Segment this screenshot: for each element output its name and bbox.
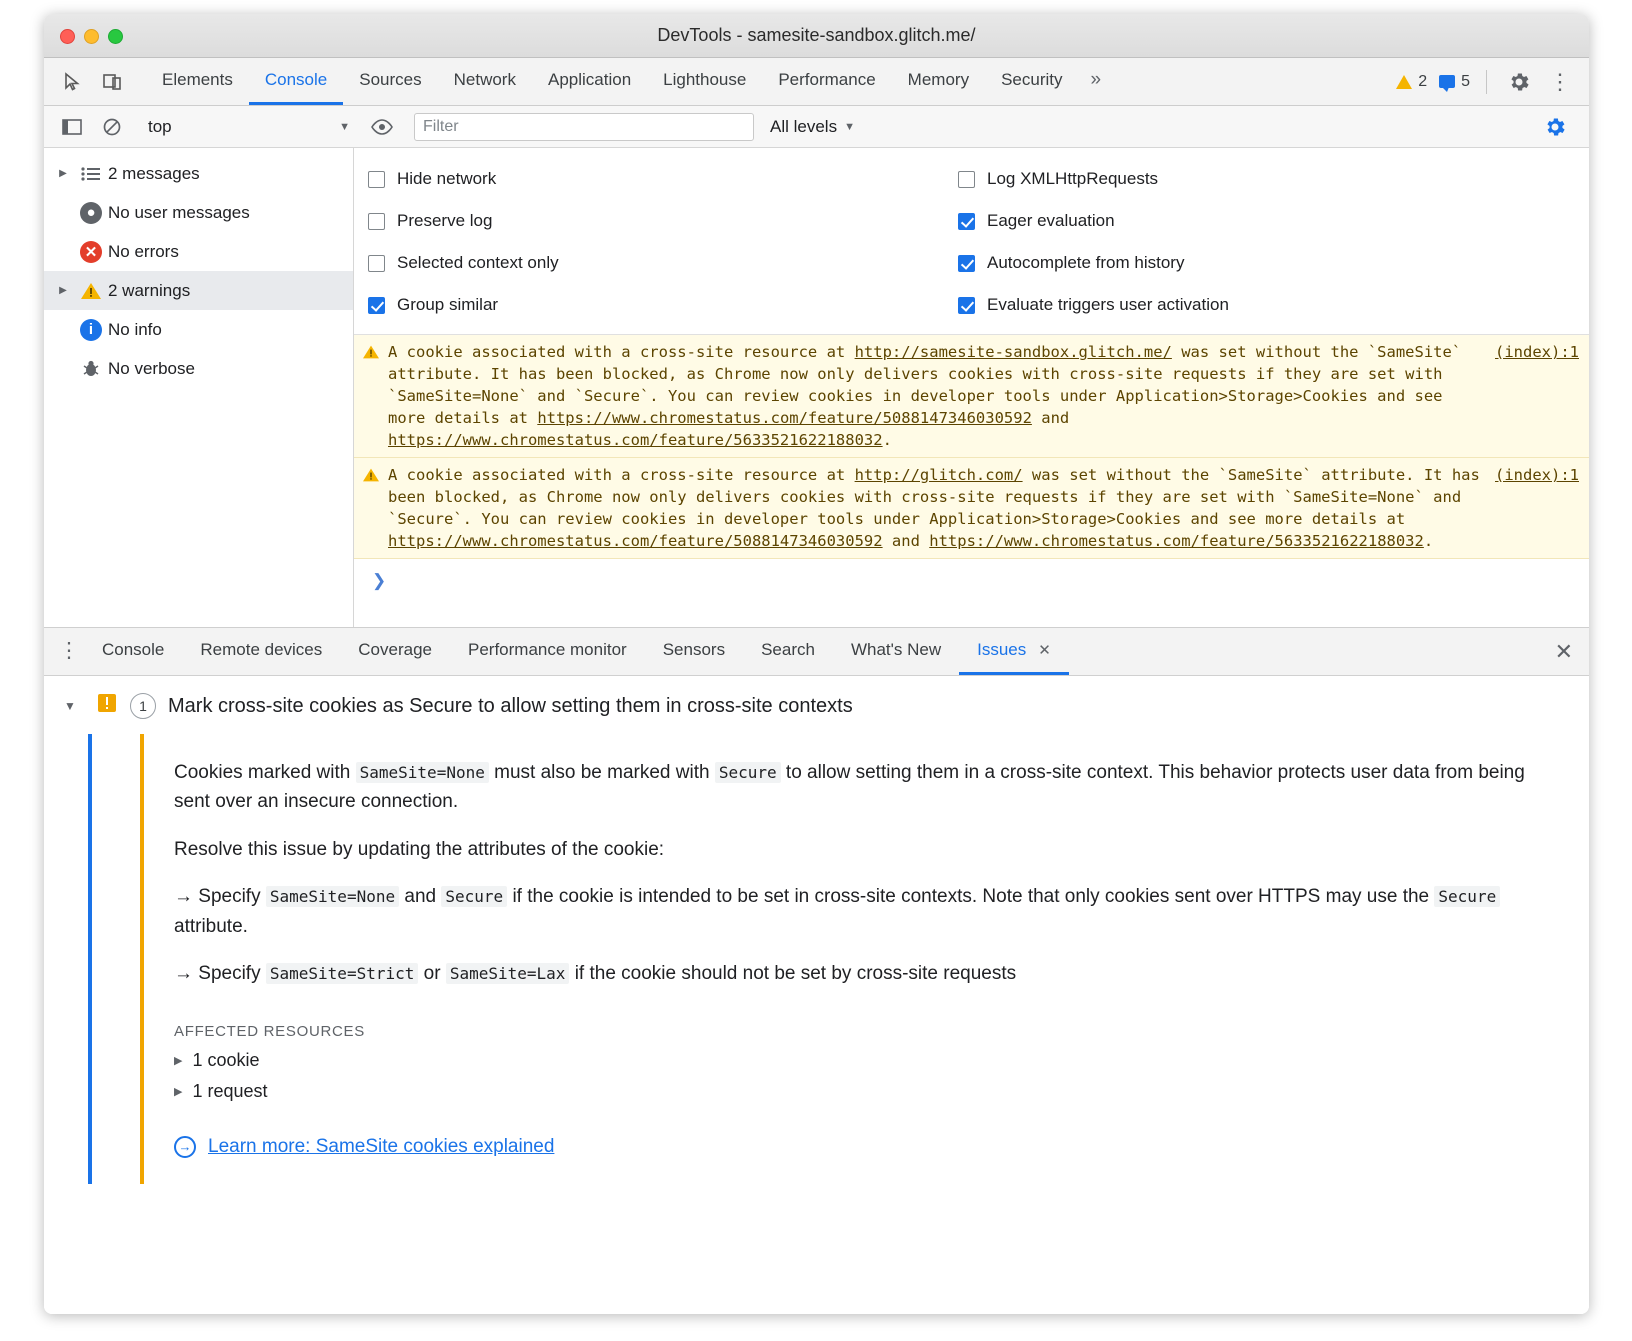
setting-evaluate-triggers-user-activation[interactable] [958,284,1589,326]
sidebar-item-warnings[interactable] [44,271,353,310]
devtools-window [44,14,1589,1314]
sidebar-item-label: No errors [108,241,179,261]
console-message-link[interactable]: http://glitch.com/ [854,466,1023,484]
affected-resource-label: 1 cookie [192,1049,260,1070]
sidebar-item-label: 2 warnings [108,280,191,300]
inline-code: Secure [715,762,781,783]
close-drawer-icon[interactable]: ✕ [1554,638,1573,664]
console-message-source[interactable]: (index):1 [1495,466,1579,484]
console-main [354,148,1589,627]
chevron-down-icon: ▼ [844,120,855,133]
issue-paragraph-1: Cookies marked with SameSite=None must also be marked with Secure to allow setting them in a cross-site context. This behavior protects user data from being sent over an insecure connection. [174,762,1525,813]
filter-input[interactable] [414,113,754,141]
checkbox[interactable] [368,171,385,188]
checkbox[interactable] [958,213,975,230]
drawer-tab-label: Issues [977,640,1027,659]
affected-resources-title: AFFECTED RESOURCES [174,1022,365,1040]
panel-toggle-icon[interactable] [56,111,88,143]
filter-placeholder: Filter [423,117,459,135]
gear-icon[interactable] [1539,111,1571,143]
sidebar-item-messages[interactable] [44,154,353,193]
tab-network[interactable]: Network [453,70,516,89]
verbose-icon [74,360,108,378]
sidebar-item-label: No verbose [108,358,195,378]
checkbox[interactable] [958,297,975,314]
sidebar-item-user-messages[interactable] [44,193,353,232]
setting-label: Autocomplete from history [987,253,1185,272]
message-counter[interactable] [1435,73,1474,91]
issue-header[interactable] [44,676,1589,734]
console-settings-pane [354,148,1589,335]
inline-code: SameSite=None [266,886,399,907]
console-warning-message[interactable] [354,458,1589,559]
checkbox[interactable] [958,255,975,272]
setting-label: Hide network [397,169,497,188]
clear-console-icon[interactable] [96,111,128,143]
drawer-tab-remote-devices[interactable]: Remote devices [200,640,323,659]
issues-panel [44,676,1589,1314]
console-sidebar [44,148,354,627]
setting-label: Eager evaluation [987,211,1115,230]
setting-group-similar[interactable] [368,284,958,326]
console-log-area [354,335,1589,627]
checkbox[interactable] [368,255,385,272]
warning-counter-value: 2 [1418,72,1428,90]
drawer-tab-performance-monitor[interactable]: Performance monitor [467,640,627,659]
sidebar-item-info[interactable] [44,310,353,349]
console-message-text: A cookie associated with a cross-site resource at http://samesite-sandbox.glitch.me/ was set without the `SameSite` attribute. It has been blocked, as Chrome now only delivers cookies with cross-site requests if they are set with `SameSite=None` and `Secure`. You can review cookies in developer tools under Application>Storage>Cookies and see more details at https://www.chromestatus.com/feature/5088147346030592 and https://www.chromestatus.com/feature/5633521622188032. [388,343,1462,449]
message-counter-value: 5 [1461,72,1470,90]
setting-autocomplete-from-history[interactable] [958,242,1589,284]
issue-paragraph-2: Resolve this issue by updating the attributes of the cookie: [174,838,665,860]
message-bubble-icon [1439,75,1455,88]
live-expression-icon[interactable] [366,111,398,143]
drawer-tab-whats-new[interactable]: What's New [850,640,942,659]
info-icon: i [74,319,108,341]
checkbox[interactable] [368,297,385,314]
panel-tabs [146,58,1113,105]
kebab-menu-icon[interactable]: ⋮ [1549,68,1571,94]
kebab-menu-icon[interactable]: ⋮ [58,639,80,663]
learn-more-row[interactable] [174,1136,1540,1158]
console-prompt[interactable] [354,559,1589,603]
console-message-source[interactable]: (index):1 [1495,343,1579,361]
issue-flag-icon [96,692,118,720]
tab-console[interactable]: Console [249,58,343,105]
sidebar-item-label: 2 messages [108,163,200,183]
drawer-tab-coverage[interactable]: Coverage [358,640,432,659]
console-toolbar [44,106,1589,148]
chevron-right-icon[interactable]: ▶ [59,285,67,296]
warning-icon [362,341,388,451]
inline-code: SameSite=None [356,762,489,783]
chevron-right-icon[interactable]: ▶ [174,1085,183,1098]
warning-triangle-icon [1396,75,1412,89]
drawer-tab-sensors[interactable]: Sensors [662,640,726,659]
inline-code: Secure [1434,886,1500,907]
log-level-select[interactable] [770,117,855,137]
inline-code: SameSite=Lax [446,963,570,984]
error-icon: ✕ [74,241,108,263]
chevron-down-icon: ▼ [339,120,350,133]
issue-content [140,734,1540,1184]
setting-label: Selected context only [397,253,559,272]
drawer-tab-bar [44,628,1589,676]
execution-context-value: top [148,116,172,136]
warning-counter[interactable] [1392,73,1431,91]
warning-icon [362,464,388,552]
setting-preserve-log[interactable] [368,200,958,242]
inspect-element-icon[interactable] [55,65,89,99]
setting-label: Preserve log [397,211,493,230]
toolbar-divider [1486,70,1487,94]
prompt-chevron-icon: ❯ [372,571,387,590]
issue-title: Mark cross-site cookies as Secure to allow setting them in cross-site contexts [168,694,853,717]
checkbox[interactable] [958,171,975,188]
drawer-tab-console[interactable]: Console [102,640,165,659]
maximize-window-button[interactable] [108,29,123,44]
tab-elements[interactable]: Elements [162,70,233,89]
setting-hide-network[interactable] [368,158,958,200]
issue-body [88,734,1589,1184]
console-message-link[interactable]: https://www.chromestatus.com/feature/5633521622188032 [929,532,1424,550]
inline-code: Secure [441,886,507,907]
tab-sources[interactable]: Sources [359,70,422,89]
affected-resource-cookie[interactable] [174,1050,1540,1071]
more-tabs-icon[interactable]: » [1090,69,1102,90]
affected-resource-label: 1 request [192,1080,268,1101]
affected-resource-request[interactable] [174,1081,1540,1102]
user-icon: ● [74,202,108,224]
log-level-value: All levels [770,116,838,136]
tab-application[interactable]: Application [547,70,632,89]
setting-selected-context-only[interactable] [368,242,958,284]
warning-icon [74,281,108,301]
setting-log-xmlhttprequests[interactable] [958,158,1589,200]
issue-count-badge: 1 [130,693,156,719]
setting-label: Log XMLHttpRequests [987,169,1159,188]
console-body [44,148,1589,628]
checkbox[interactable] [368,213,385,230]
console-message-link[interactable]: https://www.chromestatus.com/feature/5088147346030592 [388,532,883,550]
issue-bullet-2: → Specify SameSite=Strict or SameSite=Lax if the cookie should not be set by cross-site requests [174,963,1017,985]
arrow-circle-icon: → [174,1136,196,1158]
console-message-link[interactable]: http://samesite-sandbox.glitch.me/ [854,343,1172,361]
device-toolbar-icon[interactable] [95,65,129,99]
close-window-button[interactable] [60,29,75,44]
execution-context-select[interactable] [142,113,358,141]
learn-more-link[interactable]: Learn more: SameSite cookies explained [208,1135,555,1157]
inline-code: SameSite=Strict [266,963,419,984]
minimize-window-button[interactable] [84,29,99,44]
console-message-link[interactable]: https://www.chromestatus.com/feature/5633521622188032 [388,431,883,449]
drawer-tab-issues[interactable] [959,628,1069,675]
window-title: DevTools - samesite-sandbox.glitch.me/ [657,25,976,45]
setting-label: Group similar [397,295,499,314]
setting-eager-evaluation[interactable] [958,200,1589,242]
devtools-main-toolbar [44,58,1589,106]
sidebar-item-label: No user messages [108,202,250,222]
window-title-bar [44,14,1589,58]
console-message-text: A cookie associated with a cross-site resource at http://glitch.com/ was set without the `SameSite` attribute. It has been blocked, as Chrome now only delivers cookies with cross-site requests if they are set with `SameSite=None` and `Secure`. You can review cookies in developer tools under Application>Storage>Cookies and see more details at https://www.chromestatus.com/feature/5088147346030592 and https://www.chromestatus.com/feature/5633521622188032. [388,466,1480,550]
window-controls[interactable] [60,14,123,58]
setting-label: Evaluate triggers user activation [987,295,1229,314]
tab-security[interactable]: Security [1001,70,1063,89]
console-settings-right-column [958,158,1589,326]
chevron-down-icon[interactable]: ▼ [64,699,76,713]
issue-bullet-1: → Specify SameSite=None and Secure if the cookie is intended to be set in cross-site contexts. Note that only cookies sent over HTTPS may use the Secure attribute. [174,882,1540,941]
console-warning-message[interactable] [354,335,1589,458]
list-icon [74,166,108,182]
chevron-right-icon[interactable]: ▶ [174,1054,183,1067]
tab-performance[interactable]: Performance [778,70,876,89]
tab-memory[interactable]: Memory [907,70,970,89]
sidebar-item-errors[interactable] [44,232,353,271]
sidebar-item-verbose[interactable] [44,349,353,388]
console-settings-left-column [368,158,958,326]
drawer-tab-search[interactable]: Search [761,640,815,659]
gear-icon[interactable] [1502,65,1536,99]
sidebar-item-label: No info [108,319,162,339]
toolbar-right-group [1392,65,1589,99]
tab-lighthouse[interactable]: Lighthouse [663,70,747,89]
close-icon[interactable]: ✕ [1038,642,1051,659]
chevron-right-icon[interactable]: ▶ [59,168,67,179]
console-settings-group [1535,111,1589,143]
console-message-link[interactable]: https://www.chromestatus.com/feature/5088147346030592 [537,409,1032,427]
